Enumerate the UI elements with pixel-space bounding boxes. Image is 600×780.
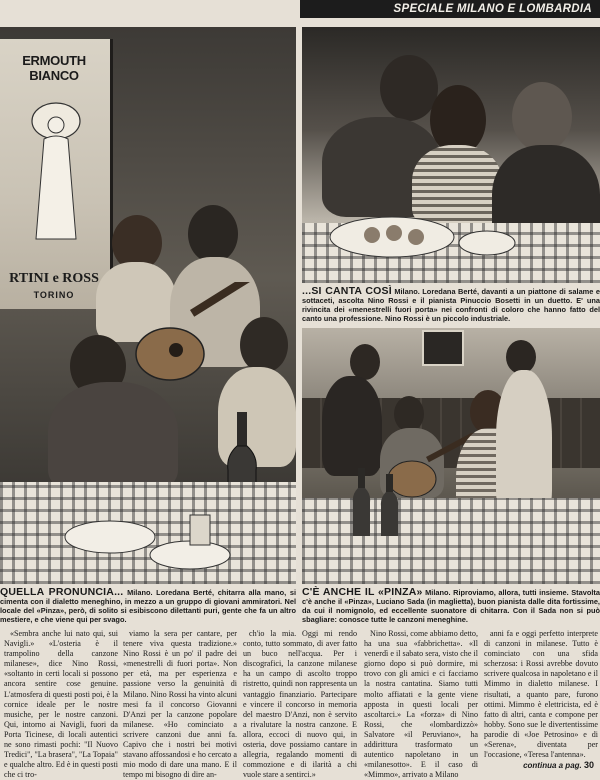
plates-icon bbox=[60, 497, 240, 577]
article-column-5 bbox=[484, 629, 598, 760]
article-column-2 bbox=[123, 629, 237, 780]
poster-lady-illustration bbox=[30, 99, 82, 249]
photo-everyone-singing bbox=[302, 328, 600, 584]
caption-text: Milano. Loredana Berté, davanti a un piattone di salame e sottaceti, ascolta Nino Rossi e il pianista Pinuccio Bosetti in un duetto. E' una rivincita dei «menestrelli fuori porta» nei confronti di coloro che hanno fatto del canto una professione. Nino Rossi è un piccolo industriale. bbox=[302, 287, 600, 323]
paragraph: Nino Rossi, come abbiamo detto, ha una sua «fabbrichetta». «Il venerdì e il sabato sera, visto che il giorno dopo si può dormire, mi trovo con gli amici e ci facciamo la nostra cantatina. Siamo tutti molto affiatati e la gente viene apposta in questi locali per ascoltarci.» La «forza» di Nino Rossi, che «lombardizzò» Salvatore «il Peruviano», ha addirittura trasformato un autentico napoletano in un «milanesotto». E il caso di «Mimmo», arrivato a Milano bbox=[364, 629, 478, 780]
man-standing-left-body bbox=[322, 376, 382, 476]
paragraph: ch'io la mia. Oggi mi rendo conto, tutto sommato, di aver fatto un buco nell'acqua. Per i discografici, la canzone milanese ha un campo di ascolto troppo ristretto, quindi non rappresenta un vantaggio finanziario. Partecipare e vincere il concorso in memoria del maestro D'Anzi, non è servito a rivalutare la nostra canzone. E allora, eccoci di nuovo qui, in osteria, dove possiamo cantare in allegria, regalando momenti di commozione e di ilarità a chi vuole stare a sentirci.» bbox=[243, 629, 357, 780]
pinza-head bbox=[394, 396, 424, 432]
man-right-head bbox=[240, 317, 288, 373]
checkered-tablecloth bbox=[302, 498, 600, 584]
salami-plate-icon bbox=[322, 207, 522, 267]
caption-text: Milano. Riproviamo, allora, tutti insieme. Stavolta c'è anche il «Pinza», Luciano Sada (in maglietta), buon pianista dalle dita fortissime, da cui il nomignolo, ed eccellente suonatore di chitarra. Con il Sada non si può sbagliare: conosce tutte le canzoni meneghine. bbox=[302, 588, 600, 624]
paragraph: anni fa e oggi perfetto interprete di canzoni in milanese. Tutto è cominciato con una sfida scherzosa: i Rossi avrebbe dovuto scrivere qualcosa in napoletano e il Mimmo in dialetto milanese. I risultati, a quanto pare, furono ottimi. Mimmo è elettricista, ed è fatto di altri, canta e compone per hobby. Sono sue le divertentissime parodie di «Joe Petrosino» e di «Serena», diventata per l'occasione, «Teresa l'antenna». bbox=[484, 629, 598, 760]
page-number: 30 bbox=[583, 760, 594, 770]
caption-lead: ...SI CANTA COSÌ bbox=[302, 285, 392, 297]
continued-note bbox=[523, 760, 594, 770]
caption-bottom-right bbox=[302, 588, 600, 624]
man-front-sweater bbox=[48, 382, 178, 492]
continued-label: continua a pag. bbox=[523, 761, 582, 770]
photo-duet-at-table bbox=[302, 27, 600, 283]
poster-city: TORINO bbox=[33, 290, 75, 300]
photo-singing-group bbox=[0, 27, 296, 584]
article-column-1 bbox=[4, 629, 118, 780]
paragraph: viamo la sera per cantare, per tenere viva questa tradizione.» Nino Rossi è un po' il padre dei «menestrelli di fuori porta». Non per età, ma per esperienza e passione verso la genuinità di Milano. Nino Rossi ha vinto alcuni mesi fa il concorso Giovanni D'Anzi per la canzone popolare milanese. «Ho cominciato a scrivere canzoni due anni fa. Capivo che i nostri bei motivi stavano affossandosi e ho cercato a mio modo di dare una mano. E il tempo mi bisogno di dire an- bbox=[123, 629, 237, 780]
article-column-4 bbox=[364, 629, 478, 780]
man-curly-head bbox=[188, 205, 238, 263]
vermouth-poster bbox=[0, 39, 113, 309]
poster-brand: RTINI e ROSS bbox=[9, 271, 99, 286]
singer-left-head bbox=[380, 55, 438, 121]
man-right-head bbox=[512, 82, 572, 152]
paragraph: «Sembra anche lui nato qui, sui Navigli.» «L'osteria è il trampolino della canzone milanese», dice Nino Rossi, «soltanto in certi locali si possono ancora sentire cose genuine. L'atmosfera di questi posti poi, è la cornice ideale per le nostre musiche, per le nostre canzoni. Qui, intorno ai Navigli, fuori da Porta Ticinese, di locali autentici ne sono rimasti pochi: "Il Nuovo Tredici", "La brasera", "La Topaia" e qualche altro. Ed è in questi posti che ci tro- bbox=[4, 629, 118, 780]
wall-picture bbox=[422, 330, 464, 366]
caption-text: Milano. Loredana Berté, chitarra alla mano, si cimenta con il dialetto meneghino, in mezzo a un gruppo di giovani ammiratori. Nel locale del «Pinza», però, di solito si esibiscono dilettanti puri, gente che fa un altro mestiere, e che viene qui per svago. bbox=[0, 588, 296, 624]
caption-top-right bbox=[302, 287, 600, 323]
caption-left bbox=[0, 588, 296, 624]
caption-lead: C'È ANCHE IL «PINZA» bbox=[302, 586, 423, 598]
man-standing-left-head bbox=[350, 344, 380, 380]
section-header: SPECIALE MILANO E LOMBARDIA bbox=[300, 0, 600, 18]
poster-title: ERMOUTH BIANCO bbox=[22, 53, 86, 83]
wine-bottles-icon bbox=[350, 468, 410, 538]
man-standing-right-head bbox=[506, 340, 536, 374]
article-body bbox=[0, 629, 600, 780]
caption-lead: QUELLA PRONUNCIA... bbox=[0, 586, 124, 598]
article-column-3 bbox=[243, 629, 357, 780]
